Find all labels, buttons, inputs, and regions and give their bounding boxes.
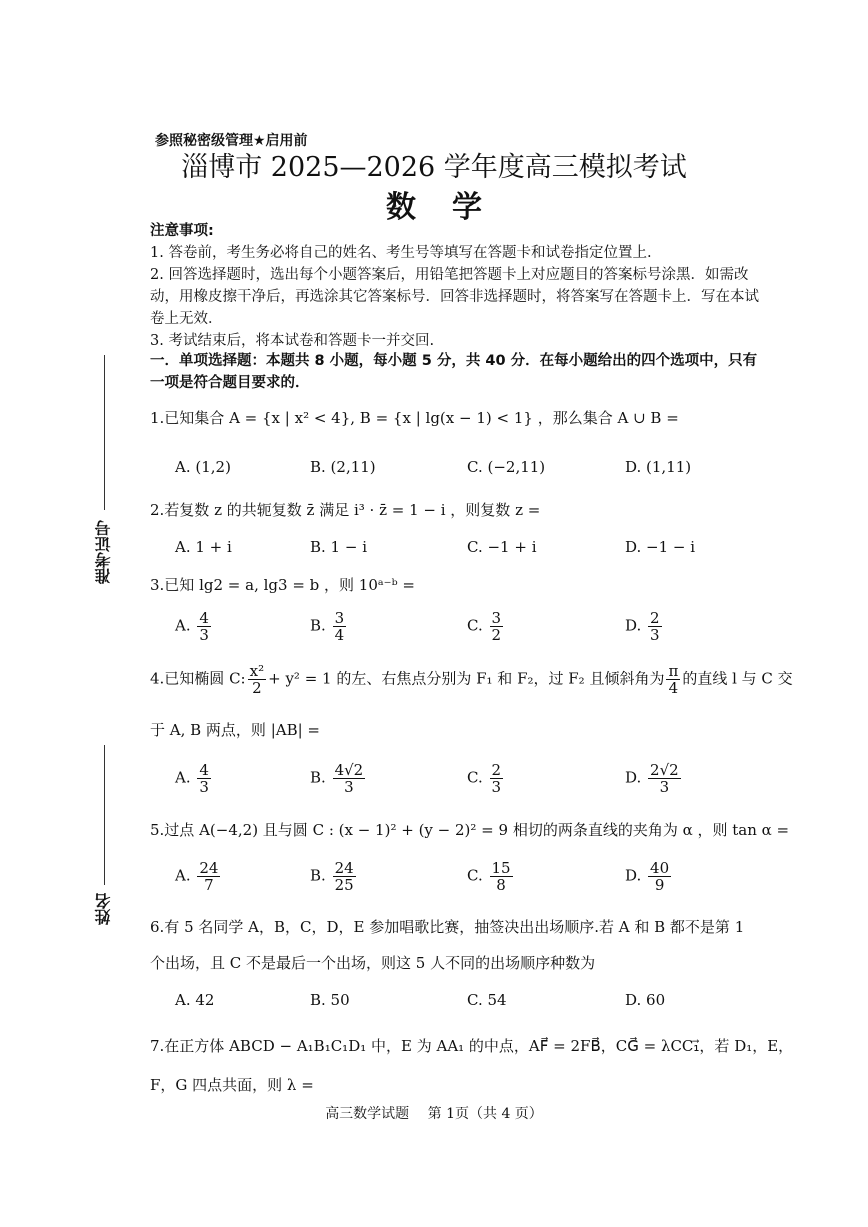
- instructions: [150, 220, 770, 352]
- q3-option-c: C. $\frac{3}{2}$: [467, 609, 502, 644]
- instruction-item: 3. 考试结束后，将本试卷和答题卡一并交回.: [150, 333, 435, 349]
- question-1-stem: 1.已知集合 A = {x | x² < 4}, B = {x | lg(x − 1) < 1} ，那么集合 A ∪ B =: [150, 409, 679, 427]
- q4-option-d: D. $\frac{2√2}{3}$: [625, 761, 679, 796]
- subject-title: 数学: [386, 190, 518, 225]
- question-7-stem: 7.在正方体 ABCD − A₁B₁C₁D₁ 中，E 为 AA₁ 的中点，AF⃗ = 2FB⃗，CG⃗ = λCC₁⃗，若 D₁，E，: [150, 1037, 794, 1055]
- q3-option-a: A. $\frac{4}{3}$: [175, 609, 209, 644]
- page-footer: 高三数学试题 第 1页（共 4 页）: [325, 1106, 543, 1122]
- instruction-item: 2. 回答选择题时，选出每个小题答案后，用铅笔把答题卡上对应题目的答案标号涂黑．如需改动，用橡皮擦干净后，再选涂其它答案标号．回答非选择题时，将答案写在答题卡上．写在本试卷上无效．: [150, 267, 759, 327]
- section-heading: 一．单项选择题：本题共 8 小题，每小题 5 分，共 40 分．在每小题给出的四个选项中，只有一项是符合题目要求的．: [150, 353, 758, 391]
- confidential-label: 参照秘密级管理★启用前: [155, 133, 308, 149]
- question-6-stem-line2: 个出场，且 C 不是最后一个出场，则这 5 人不同的出场顺序种数为: [150, 954, 596, 972]
- q4-option-c: C. $\frac{2}{3}$: [467, 761, 502, 796]
- q5-option-b: B. $\frac{24}{25}$: [310, 859, 354, 894]
- question-7-stem-line2: F，G 四点共面，则 λ =: [150, 1076, 314, 1094]
- name-line: [104, 745, 105, 885]
- q1-option-d: D. (1,11): [625, 458, 692, 476]
- q6-option-a: A. 42: [175, 991, 215, 1009]
- question-6-stem: 6.有 5 名同学 A，B，C，D，E 参加唱歌比赛，抽签决出出场顺序.若 A 和 B 都不是第 1: [150, 918, 745, 936]
- instruction-item: 1. 答卷前，考生务必将自己的姓名、考生号等填写在答题卡和试卷指定位置上.: [150, 245, 652, 261]
- question-5-stem: 5.过点 A(−4,2) 且与圆 C : (x − 1)² + (y − 2)² = 9 相切的两条直线的夹角为 α ，则 tan α =: [150, 821, 790, 839]
- q5-option-d: D. $\frac{40}{9}$: [625, 859, 670, 894]
- instructions-heading: 注意事项:: [150, 223, 214, 239]
- q6-option-d: D. 60: [625, 991, 666, 1009]
- q3-option-b: B. $\frac{3}{4}$: [310, 609, 345, 644]
- q5-option-a: A. $\frac{24}{7}$: [175, 859, 219, 894]
- exam-id-label: 准考证号: [94, 520, 113, 584]
- q6-option-c: C. 54: [467, 991, 507, 1009]
- q1-option-b: B. (2,11): [310, 458, 376, 476]
- q2-option-a: A. 1 + i: [175, 538, 232, 556]
- question-4-stem-line2: 于 A, B 两点，则 |AB| =: [150, 721, 320, 739]
- name-label: 姓名: [94, 893, 113, 925]
- q5-option-c: C. $\frac{15}{8}$: [467, 859, 511, 894]
- q2-option-d: D. −1 − i: [625, 538, 696, 556]
- q3-option-d: D. $\frac{2}{3}$: [625, 609, 660, 644]
- q1-option-c: C. (−2,11): [467, 458, 546, 476]
- q2-option-c: C. −1 + i: [467, 538, 537, 556]
- exam-title: 淄博市 2025—2026 学年度高三模拟考试: [181, 152, 687, 183]
- question-3-stem: 3.已知 lg2 = a, lg3 = b ，则 10ᵃ⁻ᵇ =: [150, 576, 415, 594]
- q4-option-b: B. $\frac{4√2}{3}$: [310, 761, 364, 796]
- q4-option-a: A. $\frac{4}{3}$: [175, 761, 209, 796]
- q2-option-b: B. 1 − i: [310, 538, 368, 556]
- q6-option-b: B. 50: [310, 991, 350, 1009]
- question-4-stem: 4.已知椭圆 C: $\frac{\text{x²}}{2}$ + y² = 1 的左、右焦点分别为 F₁ 和 F₂，过 F₂ 且倾斜角为 $\frac{\pi}{4}$ 的直线 l 与 C 交: [150, 662, 793, 697]
- exam-id-line: [104, 355, 105, 510]
- q1-option-a: A. (1,2): [175, 458, 231, 476]
- question-2-stem: 2.若复数 z 的共轭复数 z̄ 满足 i³ · z̄ = 1 − i ，则复数 z =: [150, 501, 541, 519]
